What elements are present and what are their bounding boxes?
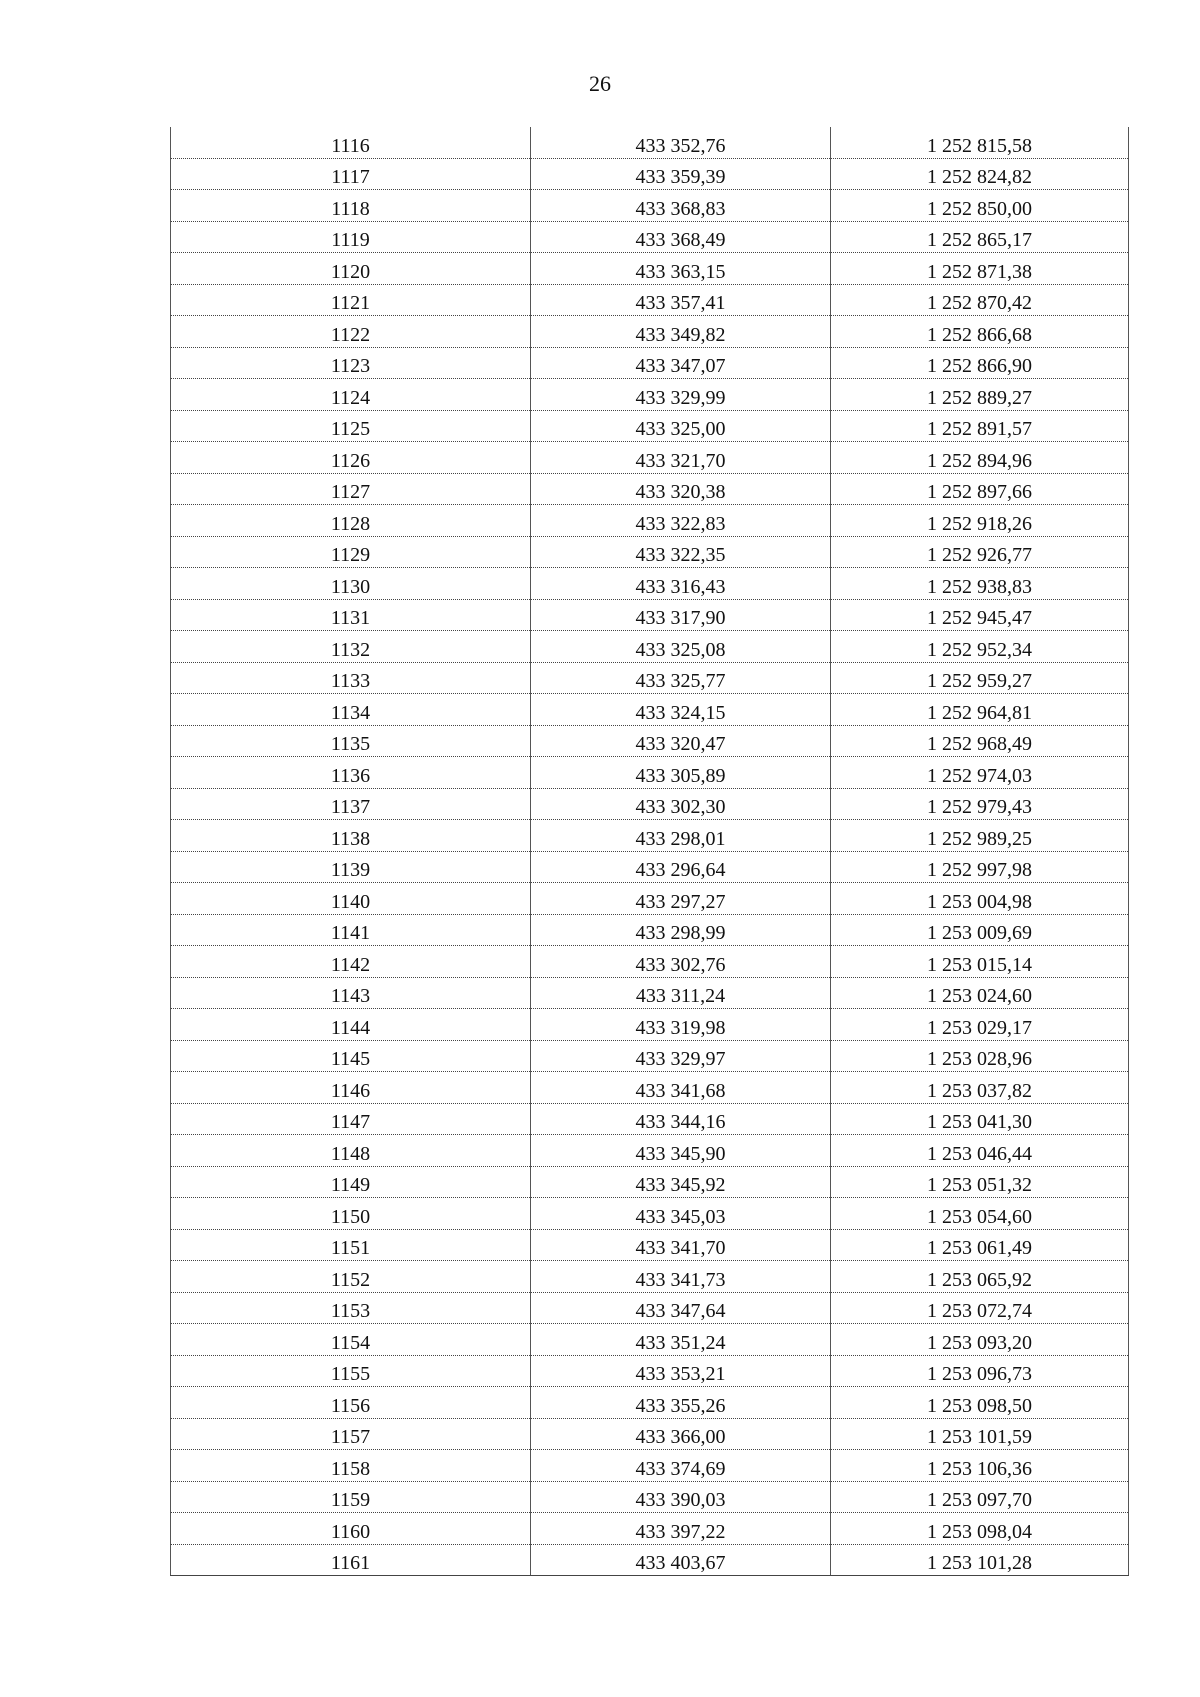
y-coordinate-cell: 1 253 101,59 xyxy=(831,1418,1129,1450)
x-coordinate-cell: 433 345,03 xyxy=(531,1198,831,1230)
point-number-cell: 1128 xyxy=(171,505,531,537)
y-coordinate-cell: 1 253 101,28 xyxy=(831,1544,1129,1576)
x-coordinate-cell: 433 344,16 xyxy=(531,1103,831,1135)
table-row xyxy=(171,1544,1129,1576)
point-number-cell: 1133 xyxy=(171,662,531,694)
table-row xyxy=(171,1387,1129,1419)
point-number-cell: 1152 xyxy=(171,1261,531,1293)
y-coordinate-cell: 1 252 989,25 xyxy=(831,820,1129,852)
x-coordinate-cell: 433 363,15 xyxy=(531,253,831,285)
y-coordinate-cell: 1 253 009,69 xyxy=(831,914,1129,946)
point-number-cell: 1116 xyxy=(171,127,531,158)
y-coordinate-cell: 1 252 952,34 xyxy=(831,631,1129,663)
point-number-cell: 1136 xyxy=(171,757,531,789)
y-coordinate-cell: 1 253 041,30 xyxy=(831,1103,1129,1135)
table-row xyxy=(171,788,1129,820)
table-row xyxy=(171,977,1129,1009)
table-row xyxy=(171,757,1129,789)
point-number-cell: 1125 xyxy=(171,410,531,442)
x-coordinate-cell: 433 316,43 xyxy=(531,568,831,600)
point-number-cell: 1158 xyxy=(171,1450,531,1482)
point-number-cell: 1135 xyxy=(171,725,531,757)
x-coordinate-cell: 433 302,76 xyxy=(531,946,831,978)
x-coordinate-cell: 433 319,98 xyxy=(531,1009,831,1041)
point-number-cell: 1153 xyxy=(171,1292,531,1324)
point-number-cell: 1150 xyxy=(171,1198,531,1230)
y-coordinate-cell: 1 252 938,83 xyxy=(831,568,1129,600)
x-coordinate-cell: 433 349,82 xyxy=(531,316,831,348)
table-row xyxy=(171,1229,1129,1261)
y-coordinate-cell: 1 252 964,81 xyxy=(831,694,1129,726)
table-row xyxy=(171,316,1129,348)
table-row xyxy=(171,190,1129,222)
table-row xyxy=(171,1418,1129,1450)
table-row xyxy=(171,1009,1129,1041)
y-coordinate-cell: 1 252 891,57 xyxy=(831,410,1129,442)
x-coordinate-cell: 433 374,69 xyxy=(531,1450,831,1482)
y-coordinate-cell: 1 253 054,60 xyxy=(831,1198,1129,1230)
x-coordinate-cell: 433 357,41 xyxy=(531,284,831,316)
y-coordinate-cell: 1 253 029,17 xyxy=(831,1009,1129,1041)
point-number-cell: 1142 xyxy=(171,946,531,978)
y-coordinate-cell: 1 253 072,74 xyxy=(831,1292,1129,1324)
x-coordinate-cell: 433 366,00 xyxy=(531,1418,831,1450)
y-coordinate-cell: 1 253 024,60 xyxy=(831,977,1129,1009)
point-number-cell: 1130 xyxy=(171,568,531,600)
y-coordinate-cell: 1 252 866,68 xyxy=(831,316,1129,348)
table-row xyxy=(171,1166,1129,1198)
point-number-cell: 1132 xyxy=(171,631,531,663)
x-coordinate-cell: 433 329,97 xyxy=(531,1040,831,1072)
x-coordinate-cell: 433 320,38 xyxy=(531,473,831,505)
table-row xyxy=(171,694,1129,726)
table-row xyxy=(171,127,1129,158)
y-coordinate-cell: 1 253 046,44 xyxy=(831,1135,1129,1167)
point-number-cell: 1120 xyxy=(171,253,531,285)
table-row xyxy=(171,631,1129,663)
point-number-cell: 1127 xyxy=(171,473,531,505)
y-coordinate-cell: 1 252 997,98 xyxy=(831,851,1129,883)
y-coordinate-cell: 1 252 850,00 xyxy=(831,190,1129,222)
x-coordinate-cell: 433 325,77 xyxy=(531,662,831,694)
x-coordinate-cell: 433 341,68 xyxy=(531,1072,831,1104)
coordinates-table xyxy=(170,127,1129,1576)
x-coordinate-cell: 433 368,83 xyxy=(531,190,831,222)
point-number-cell: 1140 xyxy=(171,883,531,915)
point-number-cell: 1146 xyxy=(171,1072,531,1104)
table-row xyxy=(171,505,1129,537)
point-number-cell: 1139 xyxy=(171,851,531,883)
x-coordinate-cell: 433 325,08 xyxy=(531,631,831,663)
x-coordinate-cell: 433 320,47 xyxy=(531,725,831,757)
y-coordinate-cell: 1 253 098,04 xyxy=(831,1513,1129,1545)
table-row xyxy=(171,1324,1129,1356)
table-row xyxy=(171,284,1129,316)
table-row xyxy=(171,820,1129,852)
table-row xyxy=(171,442,1129,474)
point-number-cell: 1145 xyxy=(171,1040,531,1072)
x-coordinate-cell: 433 403,67 xyxy=(531,1544,831,1576)
x-coordinate-cell: 433 296,64 xyxy=(531,851,831,883)
x-coordinate-cell: 433 322,35 xyxy=(531,536,831,568)
point-number-cell: 1147 xyxy=(171,1103,531,1135)
table-row xyxy=(171,1103,1129,1135)
point-number-cell: 1118 xyxy=(171,190,531,222)
table-row xyxy=(171,1135,1129,1167)
y-coordinate-cell: 1 252 870,42 xyxy=(831,284,1129,316)
table-row xyxy=(171,1040,1129,1072)
point-number-cell: 1137 xyxy=(171,788,531,820)
coordinates-table-body xyxy=(171,127,1129,1576)
point-number-cell: 1121 xyxy=(171,284,531,316)
y-coordinate-cell: 1 252 865,17 xyxy=(831,221,1129,253)
table-row xyxy=(171,473,1129,505)
x-coordinate-cell: 433 321,70 xyxy=(531,442,831,474)
x-coordinate-cell: 433 347,64 xyxy=(531,1292,831,1324)
point-number-cell: 1129 xyxy=(171,536,531,568)
x-coordinate-cell: 433 324,15 xyxy=(531,694,831,726)
table-row xyxy=(171,410,1129,442)
x-coordinate-cell: 433 352,76 xyxy=(531,127,831,158)
point-number-cell: 1119 xyxy=(171,221,531,253)
x-coordinate-cell: 433 325,00 xyxy=(531,410,831,442)
y-coordinate-cell: 1 252 871,38 xyxy=(831,253,1129,285)
table-row xyxy=(171,1261,1129,1293)
x-coordinate-cell: 433 355,26 xyxy=(531,1387,831,1419)
y-coordinate-cell: 1 252 897,66 xyxy=(831,473,1129,505)
y-coordinate-cell: 1 253 004,98 xyxy=(831,883,1129,915)
point-number-cell: 1159 xyxy=(171,1481,531,1513)
y-coordinate-cell: 1 253 098,50 xyxy=(831,1387,1129,1419)
x-coordinate-cell: 433 351,24 xyxy=(531,1324,831,1356)
point-number-cell: 1123 xyxy=(171,347,531,379)
point-number-cell: 1157 xyxy=(171,1418,531,1450)
table-row xyxy=(171,221,1129,253)
x-coordinate-cell: 433 297,27 xyxy=(531,883,831,915)
x-coordinate-cell: 433 341,73 xyxy=(531,1261,831,1293)
point-number-cell: 1143 xyxy=(171,977,531,1009)
table-row xyxy=(171,1513,1129,1545)
x-coordinate-cell: 433 302,30 xyxy=(531,788,831,820)
table-row xyxy=(171,379,1129,411)
y-coordinate-cell: 1 252 918,26 xyxy=(831,505,1129,537)
point-number-cell: 1122 xyxy=(171,316,531,348)
point-number-cell: 1138 xyxy=(171,820,531,852)
table-row xyxy=(171,662,1129,694)
x-coordinate-cell: 433 347,07 xyxy=(531,347,831,379)
table-row xyxy=(171,1481,1129,1513)
y-coordinate-cell: 1 252 959,27 xyxy=(831,662,1129,694)
point-number-cell: 1161 xyxy=(171,1544,531,1576)
y-coordinate-cell: 1 253 096,73 xyxy=(831,1355,1129,1387)
y-coordinate-cell: 1 253 051,32 xyxy=(831,1166,1129,1198)
table-row xyxy=(171,1450,1129,1482)
point-number-cell: 1126 xyxy=(171,442,531,474)
table-row xyxy=(171,599,1129,631)
y-coordinate-cell: 1 253 106,36 xyxy=(831,1450,1129,1482)
x-coordinate-cell: 433 317,90 xyxy=(531,599,831,631)
y-coordinate-cell: 1 253 015,14 xyxy=(831,946,1129,978)
table-row xyxy=(171,536,1129,568)
point-number-cell: 1148 xyxy=(171,1135,531,1167)
table-row xyxy=(171,1072,1129,1104)
point-number-cell: 1134 xyxy=(171,694,531,726)
table-row xyxy=(171,253,1129,285)
y-coordinate-cell: 1 253 037,82 xyxy=(831,1072,1129,1104)
page-number: 26 xyxy=(589,71,611,96)
table-row xyxy=(171,851,1129,883)
table-row xyxy=(171,1292,1129,1324)
table-row xyxy=(171,914,1129,946)
x-coordinate-cell: 433 322,83 xyxy=(531,505,831,537)
y-coordinate-cell: 1 252 866,90 xyxy=(831,347,1129,379)
table-row xyxy=(171,1198,1129,1230)
x-coordinate-cell: 433 311,24 xyxy=(531,977,831,1009)
y-coordinate-cell: 1 253 028,96 xyxy=(831,1040,1129,1072)
table-row xyxy=(171,568,1129,600)
point-number-cell: 1155 xyxy=(171,1355,531,1387)
x-coordinate-cell: 433 345,92 xyxy=(531,1166,831,1198)
y-coordinate-cell: 1 252 815,58 xyxy=(831,127,1129,158)
x-coordinate-cell: 433 341,70 xyxy=(531,1229,831,1261)
x-coordinate-cell: 433 305,89 xyxy=(531,757,831,789)
point-number-cell: 1151 xyxy=(171,1229,531,1261)
table-row xyxy=(171,946,1129,978)
y-coordinate-cell: 1 252 945,47 xyxy=(831,599,1129,631)
table-row xyxy=(171,883,1129,915)
y-coordinate-cell: 1 253 093,20 xyxy=(831,1324,1129,1356)
table-row xyxy=(171,1355,1129,1387)
y-coordinate-cell: 1 252 974,03 xyxy=(831,757,1129,789)
y-coordinate-cell: 1 253 097,70 xyxy=(831,1481,1129,1513)
point-number-cell: 1154 xyxy=(171,1324,531,1356)
x-coordinate-cell: 433 368,49 xyxy=(531,221,831,253)
y-coordinate-cell: 1 252 889,27 xyxy=(831,379,1129,411)
x-coordinate-cell: 433 345,90 xyxy=(531,1135,831,1167)
y-coordinate-cell: 1 253 065,92 xyxy=(831,1261,1129,1293)
table-row xyxy=(171,158,1129,190)
x-coordinate-cell: 433 359,39 xyxy=(531,158,831,190)
x-coordinate-cell: 433 390,03 xyxy=(531,1481,831,1513)
point-number-cell: 1160 xyxy=(171,1513,531,1545)
x-coordinate-cell: 433 329,99 xyxy=(531,379,831,411)
point-number-cell: 1124 xyxy=(171,379,531,411)
y-coordinate-cell: 1 252 894,96 xyxy=(831,442,1129,474)
point-number-cell: 1141 xyxy=(171,914,531,946)
point-number-cell: 1156 xyxy=(171,1387,531,1419)
y-coordinate-cell: 1 252 968,49 xyxy=(831,725,1129,757)
y-coordinate-cell: 1 252 979,43 xyxy=(831,788,1129,820)
point-number-cell: 1144 xyxy=(171,1009,531,1041)
x-coordinate-cell: 433 397,22 xyxy=(531,1513,831,1545)
x-coordinate-cell: 433 298,01 xyxy=(531,820,831,852)
table-row xyxy=(171,725,1129,757)
x-coordinate-cell: 433 353,21 xyxy=(531,1355,831,1387)
point-number-cell: 1149 xyxy=(171,1166,531,1198)
y-coordinate-cell: 1 253 061,49 xyxy=(831,1229,1129,1261)
point-number-cell: 1117 xyxy=(171,158,531,190)
y-coordinate-cell: 1 252 926,77 xyxy=(831,536,1129,568)
table-row xyxy=(171,347,1129,379)
x-coordinate-cell: 433 298,99 xyxy=(531,914,831,946)
point-number-cell: 1131 xyxy=(171,599,531,631)
y-coordinate-cell: 1 252 824,82 xyxy=(831,158,1129,190)
